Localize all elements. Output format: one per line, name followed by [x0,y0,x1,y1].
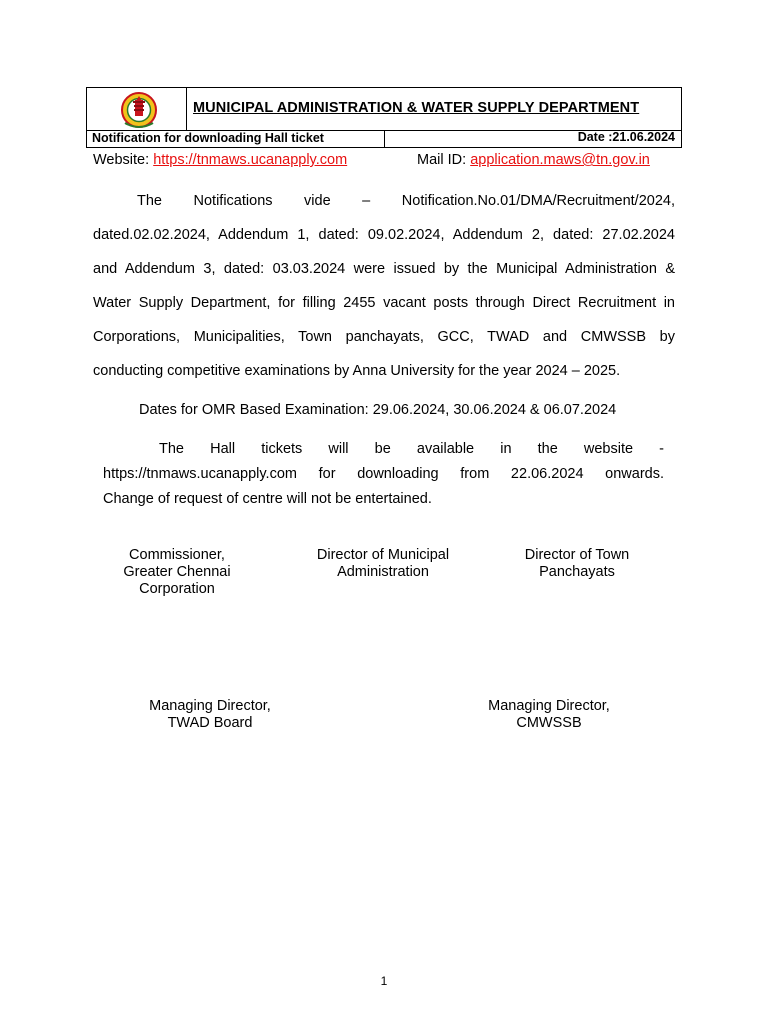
department-title: MUNICIPAL ADMINISTRATION & WATER SUPPLY DEPARTMENT [193,100,640,116]
paragraph-line: Corporations, Municipalities, Town panchayats, GCC, TWAD and CMWSSB by [93,329,675,345]
signatory-line: Panchayats [539,564,615,580]
signatory-line: Director of Town [524,547,630,563]
mail-label: Mail ID: [417,152,467,168]
signatory-town-panchayats-director [498,547,656,581]
signatory-cmwssb-md [468,698,630,732]
signatory-line: Greater Chennai [123,564,231,580]
tamil-nadu-emblem-icon [113,91,165,129]
notification-date: Date :21.06.2024 [577,130,675,144]
signatory-line: CMWSSB [516,715,582,731]
signatory-line: Director of Municipal [316,547,450,563]
signatory-twad-md [130,698,290,732]
signatory-line: Managing Director, [488,698,610,714]
website-label: Website: [93,152,150,168]
signatory-gcc-commissioner [96,547,258,598]
paragraph-line: dated.02.02.2024, Addendum 1, dated: 09.02.2024, Addendum 2, dated: 27.02.2024 [93,227,675,243]
hall-ticket-paragraph [103,437,664,512]
header-subtitle-row [86,130,682,148]
signatory-line: TWAD Board [167,715,253,731]
website-link[interactable]: https://tnmaws.ucanapply.com [153,152,348,168]
signatory-line: Managing Director, [149,698,271,714]
paragraph-line: and Addendum 3, dated: 03.03.2024 were issued by the Municipal Administration & [93,261,675,277]
signatory-line: Corporation [139,581,215,597]
notification-cell [87,130,385,147]
emblem-cell [87,88,187,130]
hall-line: The Hall tickets will be available in the website - [159,441,664,457]
website-line [93,152,347,168]
header-title-row [86,87,682,131]
paragraph-line: conducting competitive examinations by Anna University for the year 2024 – 2025. [93,363,621,379]
page-number: 1 [380,974,388,988]
hall-line: https://tnmaws.ucanapply.com for downloading from 22.06.2024 onwards. [103,466,664,482]
notification-paragraph [93,184,675,388]
paragraph-line: Water Supply Department, for filling 2455 vacant posts through Direct Recruitment in [93,295,675,311]
mail-line [417,152,650,168]
signatory-line: Commissioner, [129,547,225,563]
hall-line: Change of request of centre will not be entertained. [103,491,432,507]
notification-title: Notification for downloading Hall ticket [92,131,324,145]
signatory-line: Administration [337,564,429,580]
paragraph-line: The Notifications vide – Notification.No.01/DMA/Recruitment/2024, [137,193,675,209]
mail-link[interactable]: application.maws@tn.gov.in [470,152,650,168]
signatory-dma-director [296,547,470,581]
omr-exam-dates: Dates for OMR Based Examination: 29.06.2024, 30.06.2024 & 06.07.2024 [139,402,617,418]
document-header [86,87,682,148]
